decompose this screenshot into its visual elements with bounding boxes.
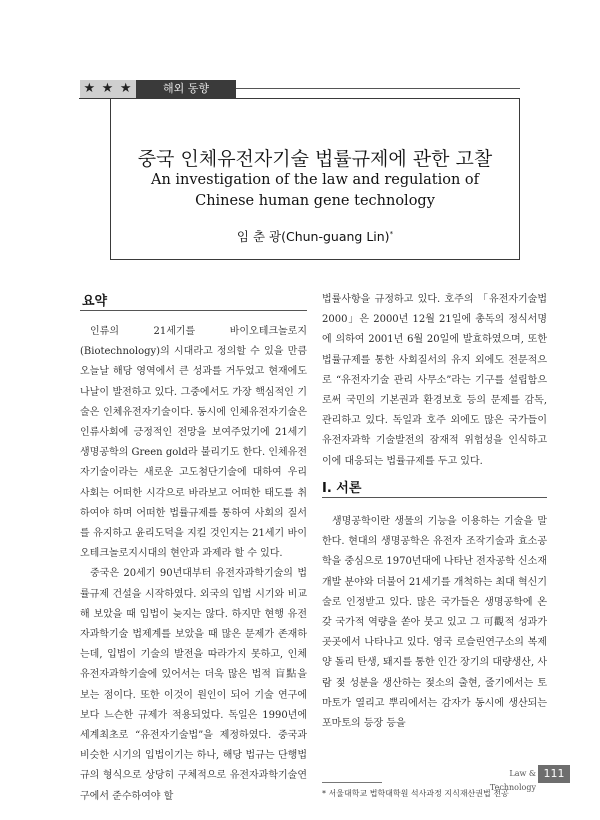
stars-badge: ★ ★ ★ [80, 80, 136, 98]
header-rule [236, 88, 520, 89]
intro-paragraph: 생명공학이란 생물의 기능을 이용하는 기술을 말한다. 현대의 생명공학은 유전자 조작기술과 효소공학을 중심으로 1970년대에 나타난 전자공학 신소재 개발 분야와 더불어 21세기를 개척하는 최대 혁신기술로 인정받고 있다. 많은 국가들은 생명공학에 온갖 국가적 역량을 쏟아 붓고 있고 그 可觀적 성과가 곳곳에서 나타나고 있다. 영국 로슬린연구소의 복제 양 돌리 탄생, 돼지를 통한 인간 장기의 대량생산, 사람 젖 성분을 생산하는 젖소의 출현, 줄기에서는 토마토가 열리고 뿌리에서는 감자가 동시에 생산되는 포마토의 등장 등을 [322, 516, 547, 730]
title-box [110, 98, 520, 260]
intro-heading: Ⅰ. 서론 [322, 481, 362, 496]
author-footnote-mark: * [389, 229, 394, 238]
abstract-heading: 요약 [82, 294, 108, 309]
intro-column [322, 512, 547, 734]
author [111, 227, 519, 245]
journal-name: Law & Technology [489, 769, 536, 792]
intro-heading-rule [322, 497, 547, 498]
author-name: 임 춘 광(Chun-guang Lin) [236, 229, 390, 244]
section-label: 해외 동향 [136, 80, 236, 98]
abstract-column-right [322, 290, 547, 472]
abstract-heading-rule [80, 310, 307, 311]
footnote: * 서울대학교 법학대학원 석사과정 지식재산권법 전공 [322, 789, 509, 798]
abstract-paragraph-2: 중국은 20세기 90년대부터 유전자과학기술의 법률규제 건설을 시작하였다. 외국의 입법 시기와 비교해 보았을 때 입법이 늦지는 않다. 하지만 현행 유전자과학기술 법제계를 보았을 때 많은 문제가 존재하는데, 입법이 기술의 발전을 따라가지 못하고, 인체유전자과학기술에 있어서는 더욱 많은 법적 盲點을 보는 점이다. 또한 이것이 원인이 되어 기술 연구에 보다 느슨한 규제가 적용되었다. 독일은 1990년에 세계최초로 “유전자기술법”을 제정하였다. 중국과 비슷한 시기의 입법이기는 하나, 해당 법규는 단행법규의 형식으로 상당히 구체적으로 유전자과학기술연구에서 준수하여야 할 [80, 568, 307, 802]
abstract-paragraph-1: 인류의 21세기를 바이오테크놀로지(Biotechnology)의 시대라고 정의할 수 있을 만큼 오늘날 해당 영역에서 큰 성과를 거두었고 현재에도 나날이 발전하고 있다. 그중에서도 가장 핵심적인 기술은 인체유전자기술이다. 동시에 인체유전자기술은 인류사회에 긍정적인 전망을 보여주었기에 21세기 생명공학의 Green gold라 불리기도 한다. 인체유전자기술이라는 새로운 고도첨단기술에 대하여 우리 사회는 어떠한 시각으로 바라보고 어떠한 태도를 취하여야 하며 어떠한 법률규제를 통하여 사회의 질서를 유지하고 윤리도덕을 지킬 것인지는 21세기 바이오테크놀로지시대의 현안과 과제라 할 수 있다. [80, 326, 307, 560]
abstract-paragraph-3: 법률사항을 규정하고 있다. 호주의 「유전자기술법 2000」은 2000년 12월 21일에 총독의 정식서명에 의하여 2001년 6월 20일에 발효하였으며, 또한 법률규제를 통한 사회질서의 유지 외에도 전문적으로 “유전자기술 관리 사무소”라는 기구를 설립함으로써 국민의 기본권과 환경보호 등의 문제를 감독, 관리하고 있다. 독일과 호주 외에도 많은 국가들이 유전자과학 기술발전의 잠재적 위험성을 인식하고 이에 대응되는 법률규제를 두고 있다. [322, 294, 547, 467]
footnote-rule [322, 782, 382, 783]
section-header [80, 80, 520, 98]
korean-title: 중국 인체유전자기술 법률규제에 관한 고찰 [137, 148, 493, 170]
english-title: An investigation of the law and regulation of Chinese human gene technology [150, 172, 480, 209]
abstract-column-left [80, 322, 307, 807]
page-number: 111 [538, 765, 570, 783]
title-box-accent [79, 98, 111, 99]
